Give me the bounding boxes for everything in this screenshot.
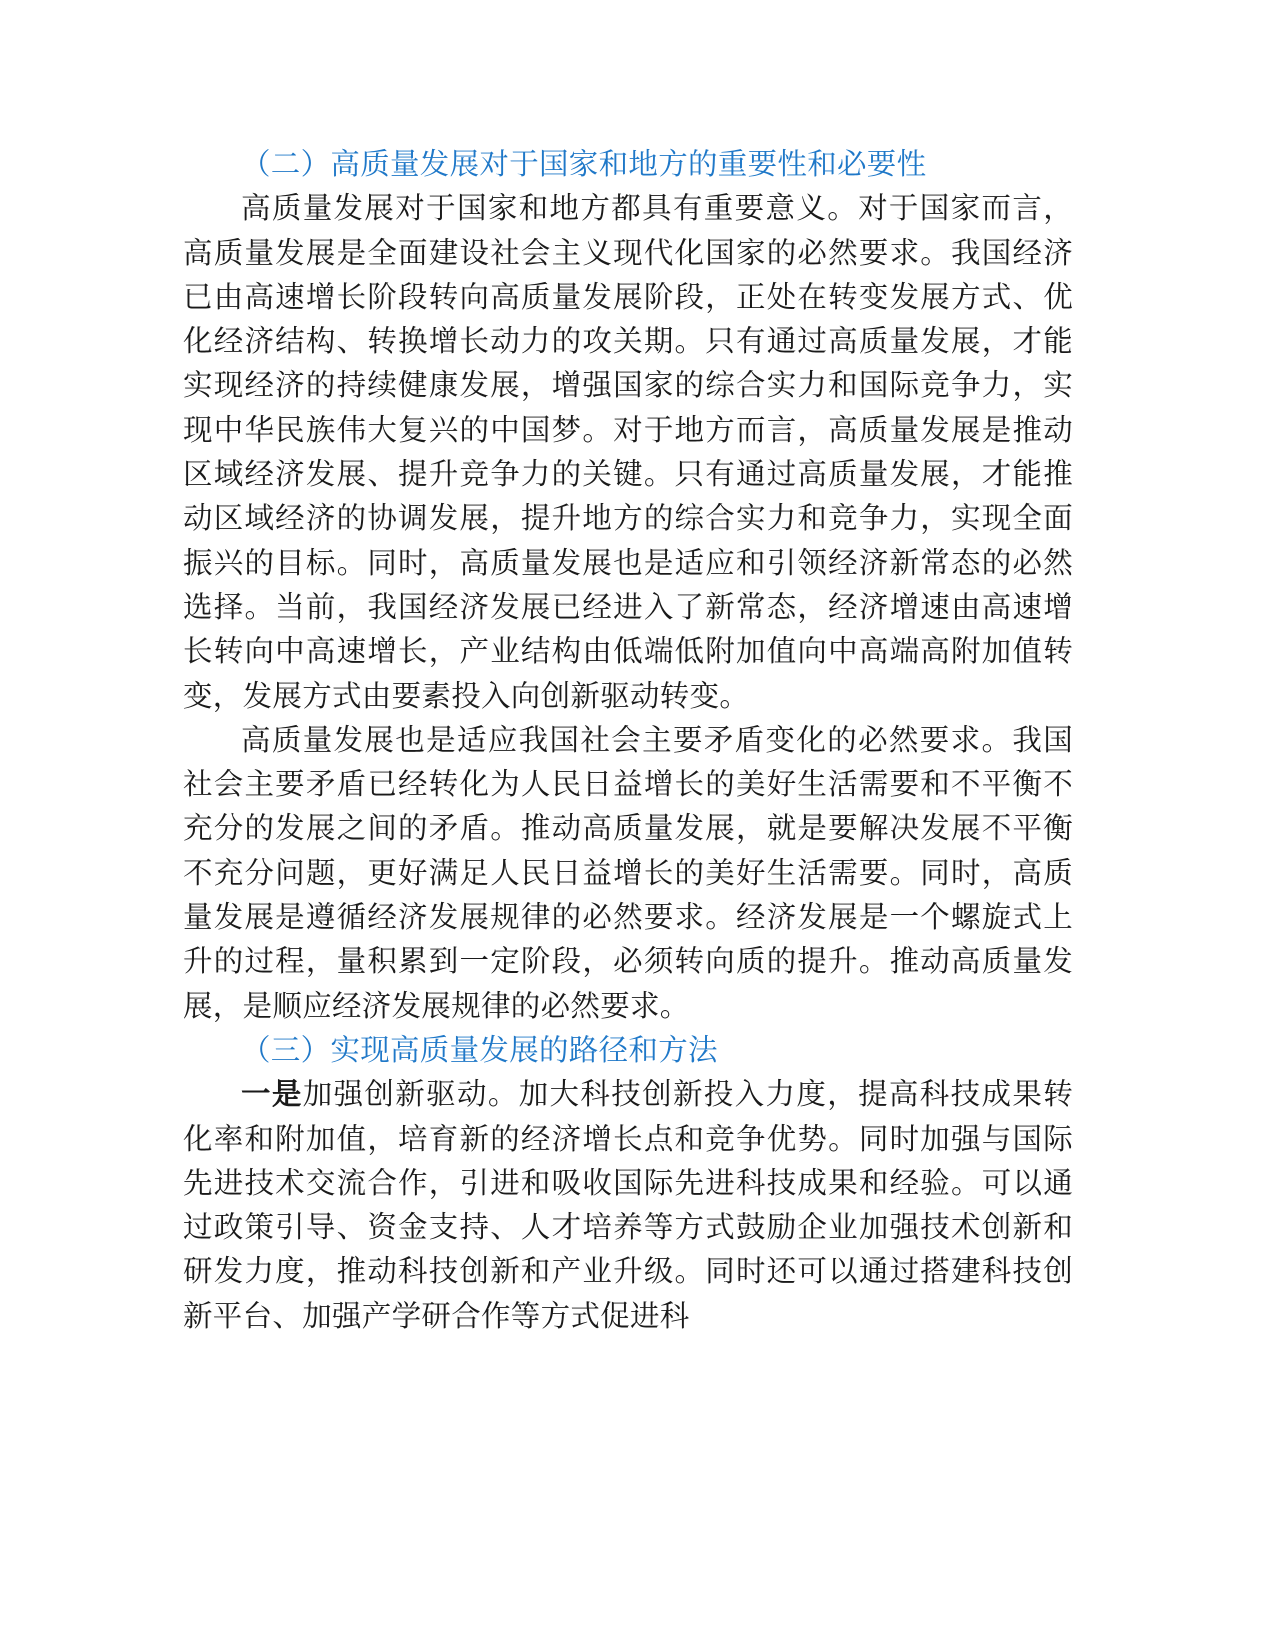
section-heading-paths: （三）实现高质量发展的路径和方法 <box>241 1032 718 1067</box>
document-page <box>183 142 1073 1338</box>
paragraph-innovation <box>183 1072 1073 1338</box>
paragraph-importance: 高质量发展对于国家和地方都具有重要意义。对于国家而言，高质量发展是全面建设社会主义现代化国家的必然要求。我国经济已由高速增长阶段转向高质量发展阶段，正处在转变发展方式、优化经济结构、转换增长动力的攻关期。只有通过高质量发展，才能实现经济的持续健康发展，增强国家的综合实力和国际竞争力，实现中华民族伟大复兴的中国梦。对于地方而言，高质量发展是推动区域经济发展、提升竞争力的关键。只有通过高质量发展，才能推动区域经济的协调发展，提升地方的综合实力和竞争力，实现全面振兴的目标。同时，高质量发展也是适应和引领经济新常态的必然选择。当前，我国经济发展已经进入了新常态，经济增速由高速增长转向中高速增长，产业结构由低端低附加值向中高端高附加值转变，发展方式由要素投入向创新驱动转变。 <box>183 191 1073 713</box>
paragraph-contradiction: 高质量发展也是适应我国社会主要矛盾变化的必然要求。我国社会主要矛盾已经转化为人民日益增长的美好生活需要和不平衡不充分的发展之间的矛盾。推动高质量发展，就是要解决发展不平衡不充分问题，更好满足人民日益增长的美好生活需要。同时，高质量发展是遵循经济发展规律的必然要求。经济发展是一个螺旋式上升的过程，量积累到一定阶段，必须转向质的提升。推动高质量发展，是顺应经济发展规律的必然要求。 <box>183 722 1073 1023</box>
section-heading-importance: （二）高质量发展对于国家和地方的重要性和必要性 <box>241 147 927 181</box>
point-lead-label: 一是 <box>241 1077 303 1112</box>
point-body-text: 加强创新驱动。加大科技创新投入力度，提高科技成果转化率和附加值，培育新的经济增长点和竞争优势。同时加强与国际先进技术交流合作，引进和吸收国际先进科技成果和经验。可以通过政策引导、资金支持、人才培养等方式鼓励企业加强技术创新和研发力度，推动科技创新和产业升级。同时还可以通过搭建科技创新平台、加强产学研合作等方式促进科 <box>183 1077 1073 1333</box>
